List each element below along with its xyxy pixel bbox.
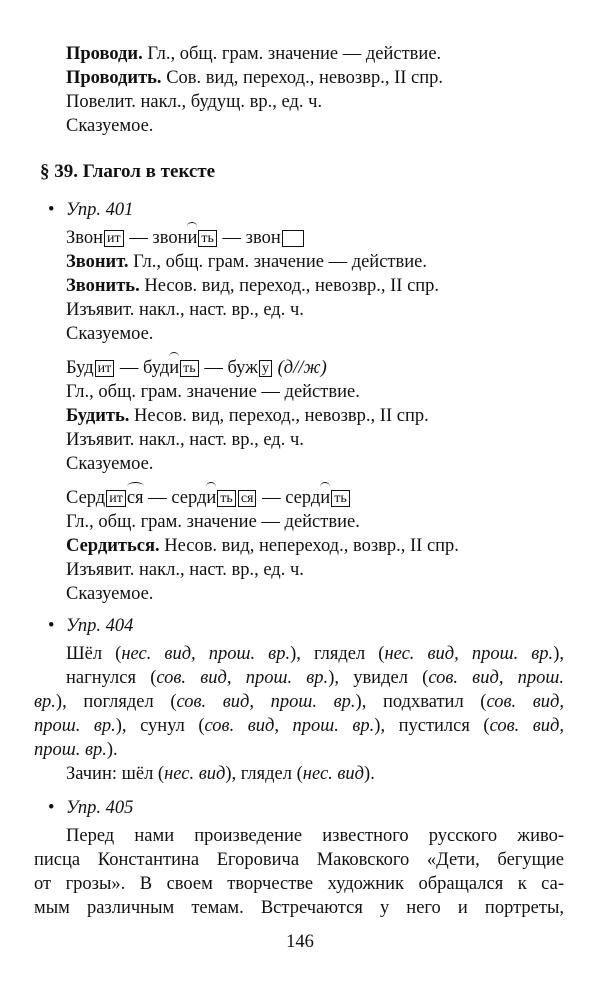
text-line: Зачин: шёл (нес. вид), глядел (нес. вид). — [66, 764, 375, 784]
text-line: Гл., общ. грам. значение — действие. — [66, 382, 360, 402]
bullet-icon: • — [48, 798, 55, 818]
section-heading: § 39. Глагол в тексте — [40, 161, 216, 182]
postfix-box: ся — [238, 490, 257, 507]
text-line: Сказуемое. — [66, 116, 154, 136]
text-line: Изъявит. накл., наст. вр., ед. ч. — [66, 300, 304, 320]
text-line: Сказуемое. — [66, 324, 154, 344]
ending-box: ть — [180, 360, 199, 377]
text-line: мым различным темам. Встречаются у него и портреты, — [34, 898, 564, 918]
text-line: писца Константина Егоровича Маковского «Дети, бегущие — [34, 850, 564, 870]
text-line: Сердиться. Несов. вид, непереход., возвр., II спр. — [66, 536, 459, 556]
text-line: прош. вр.), сунул (сов. вид, прош. вр.), пустился (сов. вид, — [34, 716, 565, 736]
ending-box: ть — [217, 490, 236, 507]
ending-box: ть — [198, 230, 217, 247]
text-line: Звонит. Гл., общ. грам. значение — действие. — [66, 252, 427, 272]
text-line: Сказуемое. — [66, 584, 154, 604]
suffix-mark: и — [187, 228, 198, 248]
exercise-label: • Упр. 404 — [48, 616, 134, 636]
text-line: Звонить. Несов. вид, переход., невозвр., II спр. — [66, 276, 440, 296]
text-line: Изъявит. накл., наст. вр., ед. ч. — [66, 430, 304, 450]
morpheme-line: Серд ит ся — серди ть ся — серди ть — [66, 486, 351, 510]
ending-box: ит — [104, 230, 124, 247]
text-line: Изъявит. накл., наст. вр., ед. ч. — [66, 560, 304, 580]
text-line: прош. вр.). — [34, 740, 118, 760]
bullet-icon: • — [48, 616, 55, 636]
text-line: Проводи. Гл., общ. грам. значение — действие. — [66, 44, 442, 64]
ending-box: ит — [95, 360, 115, 377]
text-line: Шёл (нес. вид, прош. вр.), глядел (нес. вид, прош. вр.), — [66, 644, 564, 664]
ending-box: ит — [106, 490, 126, 507]
page-number: 146 — [286, 932, 314, 952]
morpheme-line: Буд ит — буди ть — буж у (д//ж) — [66, 358, 327, 378]
text-line: Сказуемое. — [66, 454, 154, 474]
morpheme-line: Звон ит — звони ть — звон — [66, 226, 305, 250]
bullet-icon: • — [48, 200, 55, 220]
text-line: Будить. Несов. вид, переход., невозвр., II спр. — [66, 406, 429, 426]
text-line: Проводить. Сов. вид, переход., невозвр., II спр. — [66, 68, 444, 88]
exercise-label: • Упр. 405 — [48, 798, 134, 818]
suffix-mark: и — [169, 358, 180, 378]
text-line: Перед нами произведение известного русского живо- — [66, 826, 564, 846]
text-line: Гл., общ. грам. значение — действие. — [66, 512, 360, 532]
suffix-mark: и — [320, 488, 331, 508]
ending-box: у — [259, 360, 272, 377]
text-line: от грозы». В своем творчестве художник обращался к са- — [34, 874, 564, 894]
postfix-mark: ся — [126, 488, 144, 508]
exercise-label: • Упр. 401 — [48, 200, 134, 220]
suffix-mark: и — [206, 488, 217, 508]
text-line: вр.), поглядел (сов. вид, прош. вр.), подхватил (сов. вид, — [34, 692, 565, 712]
text-line: Повелит. накл., будущ. вр., ед. ч. — [66, 92, 323, 112]
ending-box: ть — [331, 490, 350, 507]
empty-ending-box — [282, 230, 304, 247]
text-line: нагнулся (сов. вид, прош. вр.), увидел (сов. вид, прош. — [66, 668, 565, 688]
